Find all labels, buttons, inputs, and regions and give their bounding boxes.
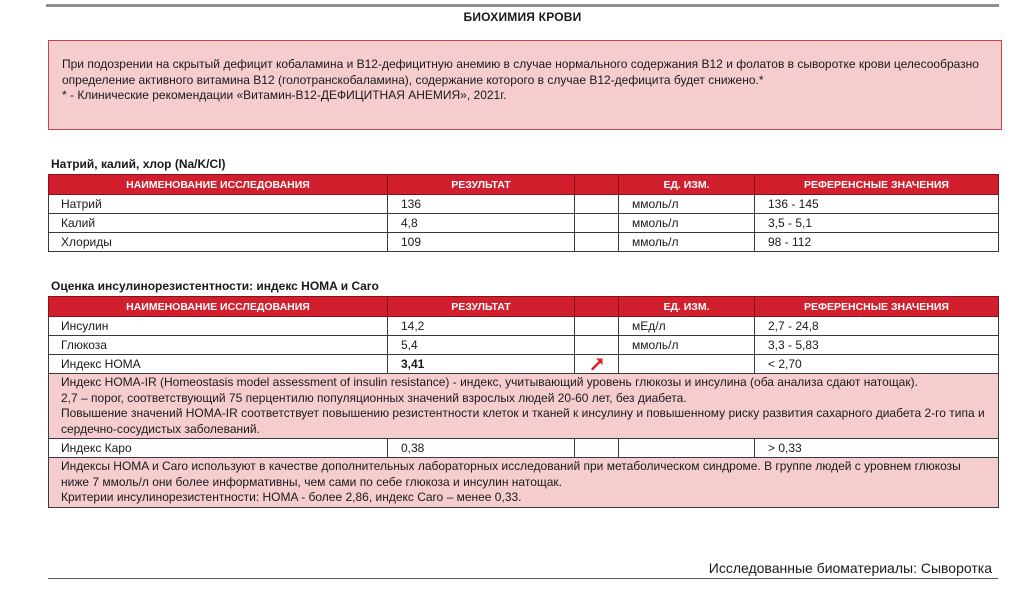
note-paragraph: Критерии инсулинорезистентности: HOMA - более 2,86, индекс Caro – менее 0,33. [61, 490, 522, 504]
test-flag [575, 214, 619, 233]
col-header-ref: РЕФЕРЕНСНЫЕ ЗНАЧЕНИЯ [755, 297, 999, 317]
col-header-ref: РЕФЕРЕНСНЫЕ ЗНАЧЕНИЯ [755, 175, 999, 195]
note-paragraph: Индекс HOMA-IR (Homeostasis model assessment of insulin resistance) - индекс, учитывающий уровень глюкозы и инсулина (оба анализа сдают натощак). [61, 375, 918, 389]
test-reference: 2,7 - 24,8 [755, 317, 999, 336]
test-reference: < 2,70 [755, 355, 999, 374]
test-unit: мЕд/л [619, 317, 755, 336]
test-result: 4,8 [388, 214, 575, 233]
note-paragraph: Индексы HOMA и Caro используют в качестве дополнительных лабораторных исследований при метаболическом синдроме. В группе людей с уровнем глюкозы ниже 7 ммоль/л они более информативны, чем сами по себе глюкоза и инсулин натощак. [61, 459, 961, 489]
test-unit: ммоль/л [619, 336, 755, 355]
table-row [49, 336, 999, 355]
col-header-unit: ЕД. ИЗМ. [619, 297, 755, 317]
biomaterials-label: Исследованные биоматериалы: Сыворотка [708, 560, 992, 576]
test-result: 109 [388, 233, 575, 252]
test-flag [575, 317, 619, 336]
test-reference: 3,3 - 5,83 [755, 336, 999, 355]
test-unit: ммоль/л [619, 214, 755, 233]
caro-note [49, 458, 999, 508]
table-row [49, 195, 999, 214]
test-name: Индекс Каро [49, 439, 388, 458]
note-paragraph: 2,7 – порог, соответствующий 75 перцентилю популяционных значений взрослых людей 20-60 лет, без диабета. [61, 390, 687, 405]
test-flag [575, 355, 619, 374]
electrolytes-table [48, 174, 999, 252]
test-flag [575, 439, 619, 458]
col-header-flag [575, 175, 619, 195]
test-result: 0,38 [388, 439, 575, 458]
col-header-unit: ЕД. ИЗМ. [619, 175, 755, 195]
notice-footnote: * - Клинические рекомендации «Витамин-В12-ДЕФИЦИТНАЯ АНЕМИЯ», 2021г. [62, 88, 507, 102]
col-header-name: НАИМЕНОВАНИЕ ИССЛЕДОВАНИЯ [49, 297, 388, 317]
page-title: БИОХИМИЯ КРОВИ [463, 10, 582, 24]
test-result: 14,2 [388, 317, 575, 336]
col-header-result: РЕЗУЛЬТАТ [388, 297, 575, 317]
table-row [49, 355, 999, 374]
note-paragraph: Повышение значений HOMA-IR соответствует повышению резистентности клеток и тканей к инсулину и повышенному риску развития сахарного диабета 2-го типа и сердечно-сосудистых заболеваний. [61, 406, 985, 436]
table-row [49, 317, 999, 336]
section-title-electrolytes: Натрий, калий, хлор (Na/K/Cl) [51, 157, 226, 171]
test-unit: ммоль/л [619, 195, 755, 214]
table-row [49, 439, 999, 458]
test-unit [619, 439, 755, 458]
col-header-name: НАИМЕНОВАНИЕ ИССЛЕДОВАНИЯ [49, 175, 388, 195]
table-row [49, 214, 999, 233]
b12-notice-box [48, 40, 1002, 130]
test-result: 3,41 [388, 355, 575, 374]
test-reference: 136 - 145 [755, 195, 999, 214]
test-flag [575, 336, 619, 355]
arrow-up-icon [590, 357, 604, 371]
test-reference: > 0,33 [755, 439, 999, 458]
top-divider [46, 4, 999, 7]
test-name: Хлориды [49, 233, 388, 252]
test-flag [575, 233, 619, 252]
test-unit [619, 355, 755, 374]
col-header-result: РЕЗУЛЬТАТ [388, 175, 575, 195]
test-name: Калий [49, 214, 388, 233]
insulin-table [48, 296, 999, 508]
table-row [49, 233, 999, 252]
test-name: Инсулин [49, 317, 388, 336]
homa-note [49, 374, 999, 439]
table-header-row [49, 175, 999, 195]
section-title-insulin: Оценка инсулинорезистентности: индекс HOMA и Caro [51, 279, 379, 293]
caro-note-row [49, 458, 999, 508]
bottom-divider [48, 578, 998, 579]
test-result: 5,4 [388, 336, 575, 355]
test-name: Индекс HOMA [49, 355, 388, 374]
homa-note-row [49, 374, 999, 439]
col-header-flag [575, 297, 619, 317]
test-result: 136 [388, 195, 575, 214]
notice-text: При подозрении на скрытый дефицит кобаламина и В12-дефицитную анемию в случае нормального содержания В12 и фолатов в сыворотке крови целесообразно определение активного витамина В12 (голотранскобаламина), содержание которого в случае В12-дефицита будет снижено.* [62, 57, 979, 87]
table-header-row [49, 297, 999, 317]
test-name: Натрий [49, 195, 388, 214]
test-unit: ммоль/л [619, 233, 755, 252]
test-flag [575, 195, 619, 214]
test-name: Глюкоза [49, 336, 388, 355]
test-reference: 3,5 - 5,1 [755, 214, 999, 233]
test-reference: 98 - 112 [755, 233, 999, 252]
